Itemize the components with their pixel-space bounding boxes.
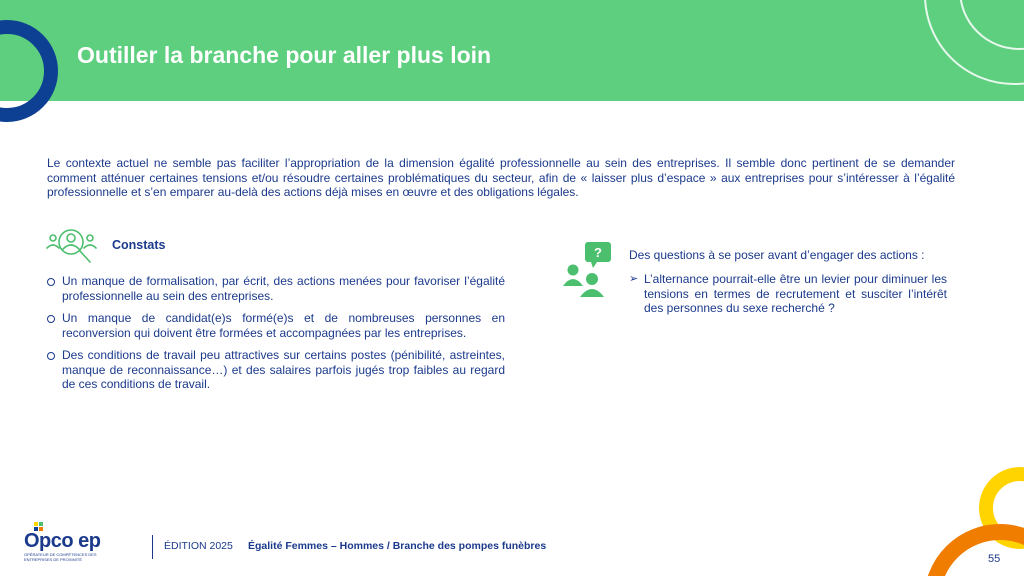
list-item <box>47 274 505 303</box>
people-question-icon <box>563 242 613 298</box>
list-item <box>47 348 505 392</box>
circle-bullet-icon <box>47 278 55 286</box>
questions-heading: Des questions à se poser avant d’engager des actions : <box>629 248 925 262</box>
svg-text:?: ? <box>594 245 602 260</box>
constat-text: Un manque de candidat(e)s formé(e)s et de nombreuses personnes en reconversion qui doivent être formées et accompagnées par les entreprises. <box>62 311 505 340</box>
constats-list <box>47 274 505 400</box>
footer-divider <box>152 535 153 559</box>
questions-list <box>629 272 947 316</box>
page-number: 55 <box>988 553 1001 565</box>
constat-text: Des conditions de travail peu attractives sur certains postes (pénibilité, astreintes, manque de reconnaissance…) et des salaires parfois jugés trop faibles au regard de ces conditions de travail. <box>62 348 505 391</box>
circle-bullet-icon <box>47 352 55 360</box>
page-title: Outiller la branche pour aller plus loin <box>77 42 492 68</box>
logo-wordmark: Opco ep <box>24 530 101 552</box>
footer-subject: Égalité Femmes – Hommes / Branche des pompes funèbres <box>248 540 547 552</box>
constats-heading: Constats <box>112 238 166 252</box>
intro-paragraph: Le contexte actuel ne semble pas faciliter l’appropriation de la dimension égalité professionnelle au sein des entreprises. Il semble donc pertinent de se demander comment atténuer certaines tensions et/ou résoudre certaines problématiques du secteur, afin de « laisser plus d’espace » aux entreprises pour s’intéresser à l’égalité professionnelle et s’en emparer au-delà des actions déjà mises en œuvre et des obligations légales. <box>47 156 955 199</box>
footer-edition: ÉDITION 2025 <box>164 540 233 552</box>
question-text: L’alternance pourrait-elle être un levier pour diminuer les tensions en termes de recrutement et susciter l’intérêt des personnes du sexe recherché ? <box>644 272 947 315</box>
circle-bullet-icon <box>47 315 55 323</box>
arrow-bullet-icon: ➢ <box>629 273 639 285</box>
magnifier-people-icon <box>44 224 100 268</box>
list-item <box>629 272 947 316</box>
list-item <box>47 311 505 340</box>
constat-text: Un manque de formalisation, par écrit, des actions menées pour favoriser l’égalité professionnelle au sein des entreprises. <box>62 274 505 303</box>
logo-subtitle: OPÉRATEUR DE COMPÉTENCES DES ENTREPRISES DE PROXIMITÉ <box>24 552 97 562</box>
